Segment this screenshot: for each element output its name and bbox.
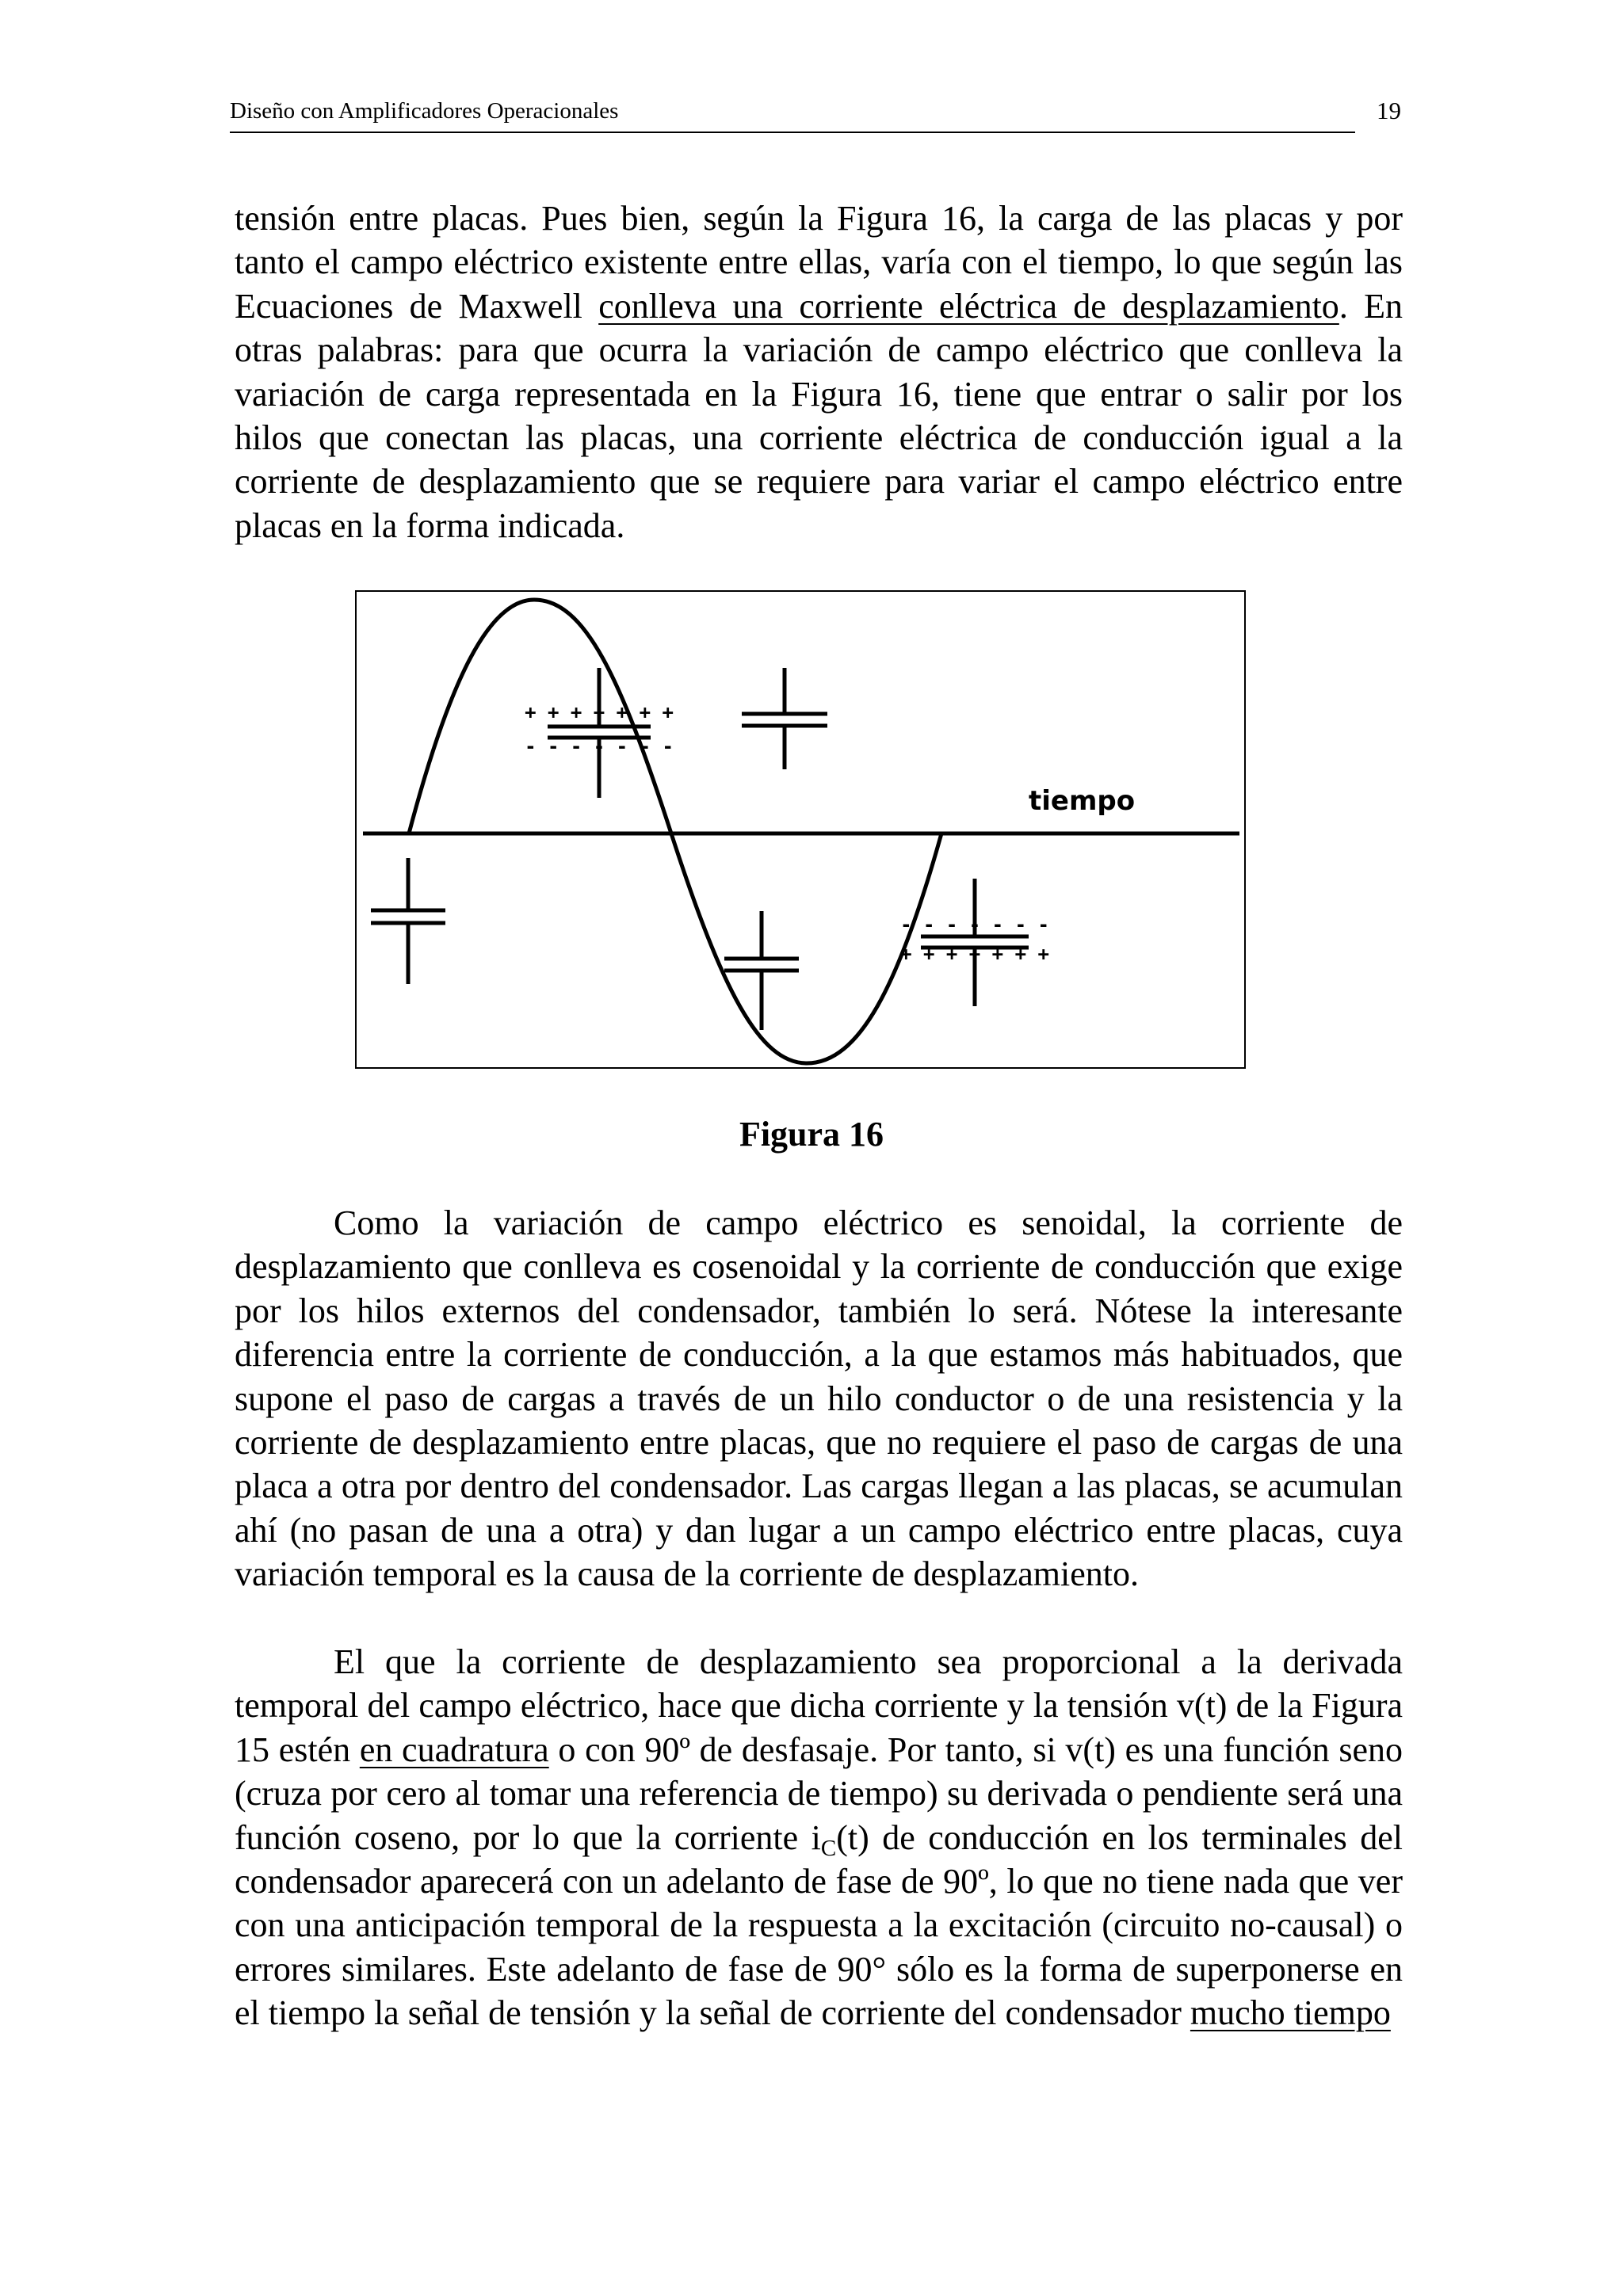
paragraph-3-text-a: El que la corriente de desplazamiento sea proporcional a la derivada temporal del campo eléctrico, hace que dicha corriente y la tensión v(t) de la Figura 15 estén — [235, 1642, 1403, 1769]
paragraph-3-underlined-1: en cuadratura — [359, 1730, 549, 1769]
paragraph-3 — [235, 1640, 1403, 2035]
negative-charges-bottom: - - - - - - - — [900, 913, 1049, 936]
paragraph-1-text-b: . En otras palabras: para que ocurra la variación de campo eléctrico que conlleva la variación de carga representada en la Figura 16, tiene que entrar o salir por los hilos que conectan las placas, una corriente eléctrica de conducción igual a la corriente de desplazamiento que se requiere para variar el campo eléctrico entre placas en la forma indicada. — [235, 286, 1403, 545]
capacitor-uncharged-3 — [724, 911, 799, 1030]
page-number: 19 — [1377, 97, 1401, 124]
page-header — [230, 93, 1401, 135]
figure-16-diagram — [355, 590, 1246, 1069]
positive-charges-bottom: + + + + + + + — [900, 943, 1049, 965]
paragraph-3-text-c: (t) de conducción en los terminales del condensador aparecerá con un adelanto de fase de 90º, lo que no tiene nada que ver con una anticipación temporal de la respuesta a la excitación (circuito no-causal) o errores similares. Este adelanto de fase de 90° sólo es la forma de superponerse en el tiempo la señal de tensión y la señal de corriente del condensador — [235, 1817, 1403, 2033]
negative-charges-top: - - - - - - - — [525, 735, 674, 757]
figure-caption: Figura 16 — [739, 1115, 884, 1154]
paragraph-1 — [235, 196, 1403, 547]
time-axis-label: tiempo — [1029, 785, 1136, 817]
paragraph-2: Como la variación de campo eléctrico es senoidal, la corriente de desplazamiento que conlleva es cosenoidal y la corriente de conducción que exige por los hilos externos del condensador, también lo será. Nótese la interesante diferencia entre la corriente de conducción, a la que estamos más habituados, que supone el paso de cargas a través de un hilo conductor o de una resistencia y la corriente de desplazamiento entre placas, que no requiere el paso de cargas de una placa a otra por dentro del condensador. Las cargas llegan a las placas, se acumulan ahí (no pasan de una a otra) y dan lugar a un campo eléctrico entre placas, cuya variación temporal es la causa de la corriente de desplazamiento. — [235, 1203, 1403, 1594]
running-title: Diseño con Amplificadores Operacionales — [230, 98, 619, 124]
positive-charges-top: + + + + + + + — [525, 701, 674, 723]
figure-border — [356, 591, 1245, 1068]
capacitor-uncharged-2 — [742, 668, 827, 769]
header-rule — [230, 132, 1355, 133]
paragraph-3-underlined-2: mucho tiempo — [1190, 1993, 1391, 2033]
paragraph-1-text-a: tensión entre placas. Pues bien, según la Figura 16, la carga de las placas y por tanto el campo eléctrico existente entre ellas, varía con el tiempo, lo que según las Ecuaciones de Maxwell — [235, 199, 1403, 326]
paragraph-1-underlined: conlleva una corriente eléctrica de desplazamiento — [598, 286, 1339, 326]
paragraph-3-text-b: o con 90º de desfasaje. Por tanto, si v(t) es una función seno (cruza por cero al tomar una referencia de tiempo) su derivada o pendiente será una función coseno, por lo que la corriente i — [235, 1730, 1403, 1857]
current-subscript: C — [820, 1835, 837, 1861]
capacitor-uncharged-1 — [371, 858, 445, 984]
